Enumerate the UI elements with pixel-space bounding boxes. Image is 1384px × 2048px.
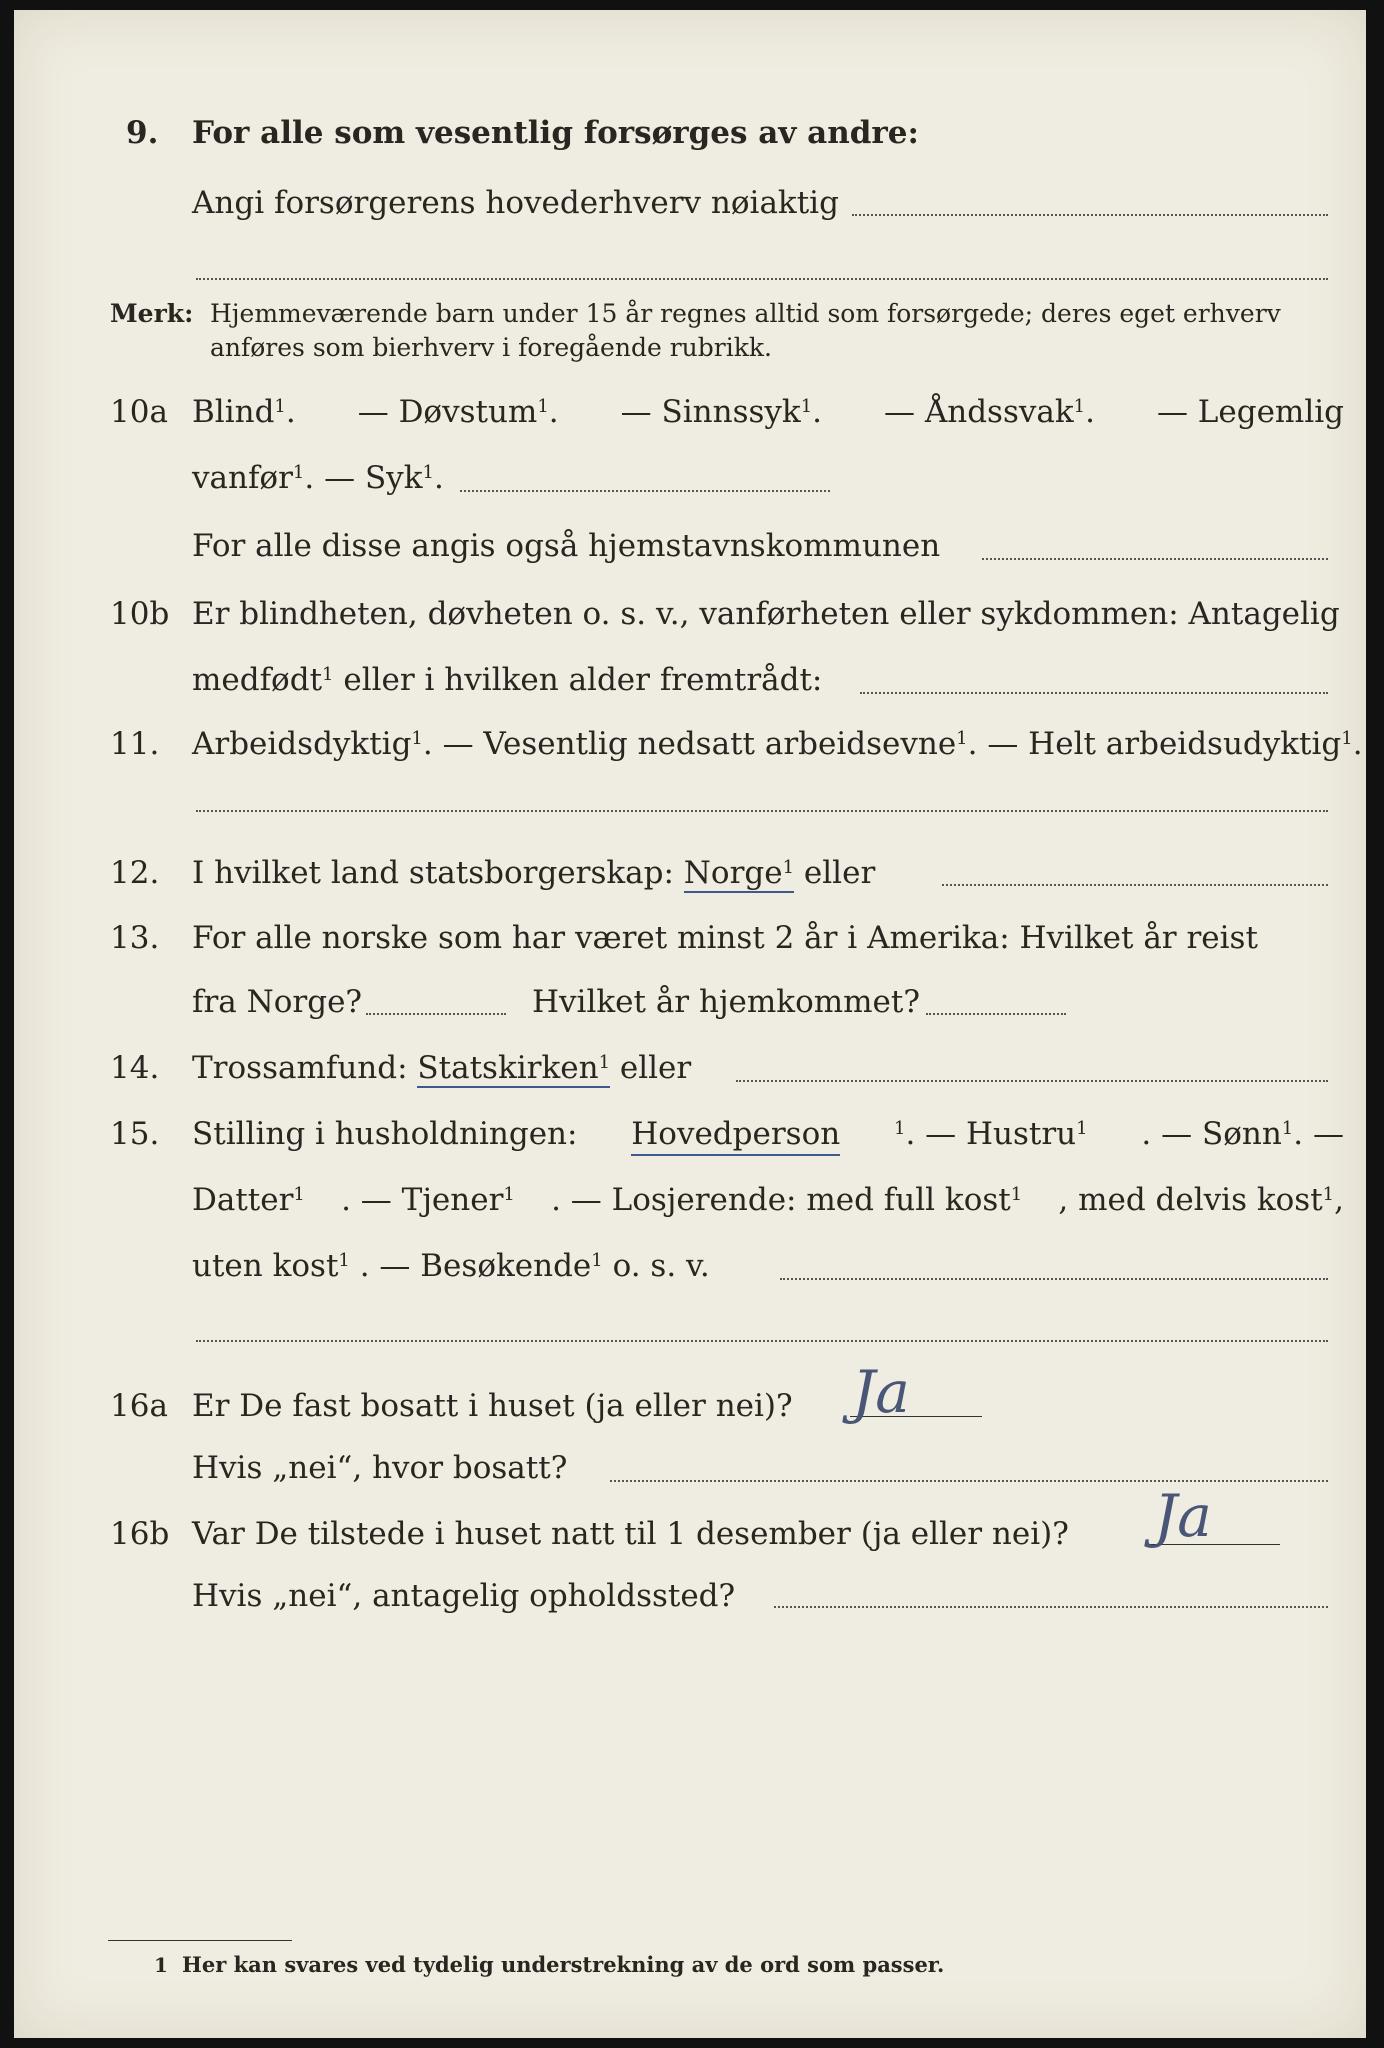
- footnote-text: Her kan svares ved tydelig understrekning av de ord som passer.: [182, 1952, 945, 1977]
- q16b-line2: Hvis „nei“, antagelig opholdssted?: [192, 1578, 736, 1614]
- option-datter[interactable]: Datter$^1$: [192, 1182, 305, 1218]
- merk-line2: anføres som bierhverv i foregående rubrikk.: [210, 333, 772, 362]
- merk-line1: Hjemmeværende barn under 15 år regnes alltid som forsørgede; deres eget erhverv: [210, 299, 1281, 328]
- q13-hjemkommet-field[interactable]: [926, 1013, 1066, 1015]
- q16a-line2: Hvis „nei“, hvor bosatt?: [192, 1450, 568, 1486]
- option-hovedperson-underlined[interactable]: Hovedperson: [631, 1114, 840, 1156]
- q15-answer-field-2[interactable]: [196, 1340, 1328, 1342]
- q11-number: 11.: [110, 726, 160, 762]
- q15-line1: Stilling i husholdningen: Hovedperson $^1$. — Hustru$^1$ . — Sønn$^1$. —: [192, 1114, 1344, 1156]
- option-hustru[interactable]: $^1$. — Hustru$^1$: [893, 1116, 1088, 1152]
- option-statskirken-underlined[interactable]: Statskirken$^1$: [417, 1050, 611, 1086]
- q10a-line2: [192, 458, 444, 498]
- q16b-opholdssted-field[interactable]: [774, 1606, 1328, 1608]
- q15-line3: uten kost$^1$ . — Besøkende$^1$ o. s. v.: [192, 1248, 710, 1284]
- option-nedsatt[interactable]: . — Vesentlig nedsatt arbeidsevne$^1$: [422, 726, 968, 762]
- option-norge-underlined[interactable]: Norge$^1$: [683, 855, 795, 891]
- option-besokende[interactable]: . — Besøkende$^1$: [359, 1248, 603, 1284]
- q12-answer-field[interactable]: [942, 884, 1328, 886]
- hjemstavnskommune-field[interactable]: [982, 558, 1328, 560]
- q9-line2: Angi forsørgerens hovederhverv nøiaktig: [192, 185, 839, 221]
- q9-answer-field[interactable]: [852, 214, 1328, 216]
- q12-line: I hvilket land statsborgerskap: Norge$^1$ eller: [192, 855, 876, 891]
- q13-line2a: fra Norge?: [192, 984, 363, 1020]
- option-sonn[interactable]: . — Sønn$^1$. —: [1141, 1116, 1344, 1152]
- q16b-line1: Var De tilstede i huset natt til 1 desember (ja eller nei)?: [192, 1516, 1069, 1552]
- q14-answer-field[interactable]: [736, 1080, 1328, 1082]
- q15-number: 15.: [110, 1116, 160, 1152]
- option-legemlig[interactable]: — Legemlig: [1156, 394, 1344, 430]
- census-form-page: [14, 10, 1366, 2038]
- q10a-number: 10a: [110, 394, 168, 430]
- option-medfodt[interactable]: medfødt$^1$: [192, 662, 334, 698]
- option-blind[interactable]: Blind$^1$.: [192, 394, 296, 430]
- q16b-number: 16b: [110, 1516, 170, 1552]
- q10b-answer-field[interactable]: [860, 692, 1328, 694]
- q13-line1: For alle norske som har været minst 2 år i Amerika: Hvilket år reist: [192, 920, 1258, 956]
- option-arbeidsdyktig[interactable]: Arbeidsdyktig$^1$: [192, 726, 423, 762]
- q13-number: 13.: [110, 920, 160, 956]
- q15-line2: [192, 1180, 1344, 1220]
- q14-number: 14.: [110, 1050, 160, 1086]
- q10b-line2: [192, 660, 822, 700]
- merk-label: Merk:: [110, 299, 194, 328]
- q13-reist-field[interactable]: [366, 1013, 506, 1015]
- q16a-bosatt-field[interactable]: [610, 1480, 1328, 1482]
- q9-line1: For alle som vesentlig forsørges av andre:: [192, 115, 919, 151]
- option-syk[interactable]: — Syk$^1$.: [324, 460, 444, 496]
- q16b-handwritten-answer: Ja: [1154, 1482, 1212, 1550]
- q9-answer-field-2[interactable]: [196, 278, 1328, 280]
- option-udyktig[interactable]: . — Helt arbeidsudyktig$^1$: [967, 726, 1353, 762]
- footnote-mark: 1: [154, 1953, 168, 1977]
- option-vanfor[interactable]: vanfør$^1$.: [192, 460, 315, 496]
- q16a-number: 16a: [110, 1388, 168, 1424]
- q15-answer-field[interactable]: [780, 1278, 1328, 1280]
- q13-line2b: Hvilket år hjemkommet?: [532, 984, 920, 1020]
- option-sinnssyk[interactable]: — Sinnssyk$^1$.: [620, 394, 823, 430]
- q12-number: 12.: [110, 855, 160, 891]
- q11-answer-field[interactable]: [196, 810, 1328, 812]
- q16a-line1: Er De fast bosatt i huset (ja eller nei)?: [192, 1388, 793, 1424]
- option-andssvak[interactable]: — Åndssvak$^1$.: [884, 394, 1095, 430]
- option-delvis-kost[interactable]: , med delvis kost$^1$,: [1058, 1182, 1344, 1218]
- q9-number: 9.: [126, 115, 159, 151]
- option-full-kost[interactable]: . — Losjerende: med full kost$^1$: [551, 1182, 1023, 1218]
- q10a-syk-field[interactable]: [460, 490, 830, 492]
- q16a-handwritten-answer: Ja: [852, 1358, 910, 1426]
- q10b-line1: Er blindheten, døvheten o. s. v., vanførheten eller sykdommen: Antagelig: [192, 596, 1340, 632]
- option-tjener[interactable]: . — Tjener$^1$: [341, 1182, 515, 1218]
- q10b-alder-text: eller i hvilken alder fremtrådt:: [343, 662, 823, 698]
- option-uten-kost[interactable]: uten kost$^1$: [192, 1248, 350, 1284]
- footnote-rule: [108, 1940, 292, 1941]
- q10a-line1: [192, 392, 1344, 432]
- q10b-number: 10b: [110, 596, 170, 632]
- q14-line: Trossamfund: Statskirken$^1$ eller: [192, 1050, 692, 1086]
- option-dovstum[interactable]: — Døvstum$^1$.: [357, 394, 559, 430]
- q10a-line3: For alle disse angis også hjemstavnskommunen: [192, 528, 941, 564]
- q11-line: Arbeidsdyktig$^1$. — Vesentlig nedsatt arbeidsevne$^1$. — Helt arbeidsudyktig$^1$.: [192, 726, 1363, 762]
